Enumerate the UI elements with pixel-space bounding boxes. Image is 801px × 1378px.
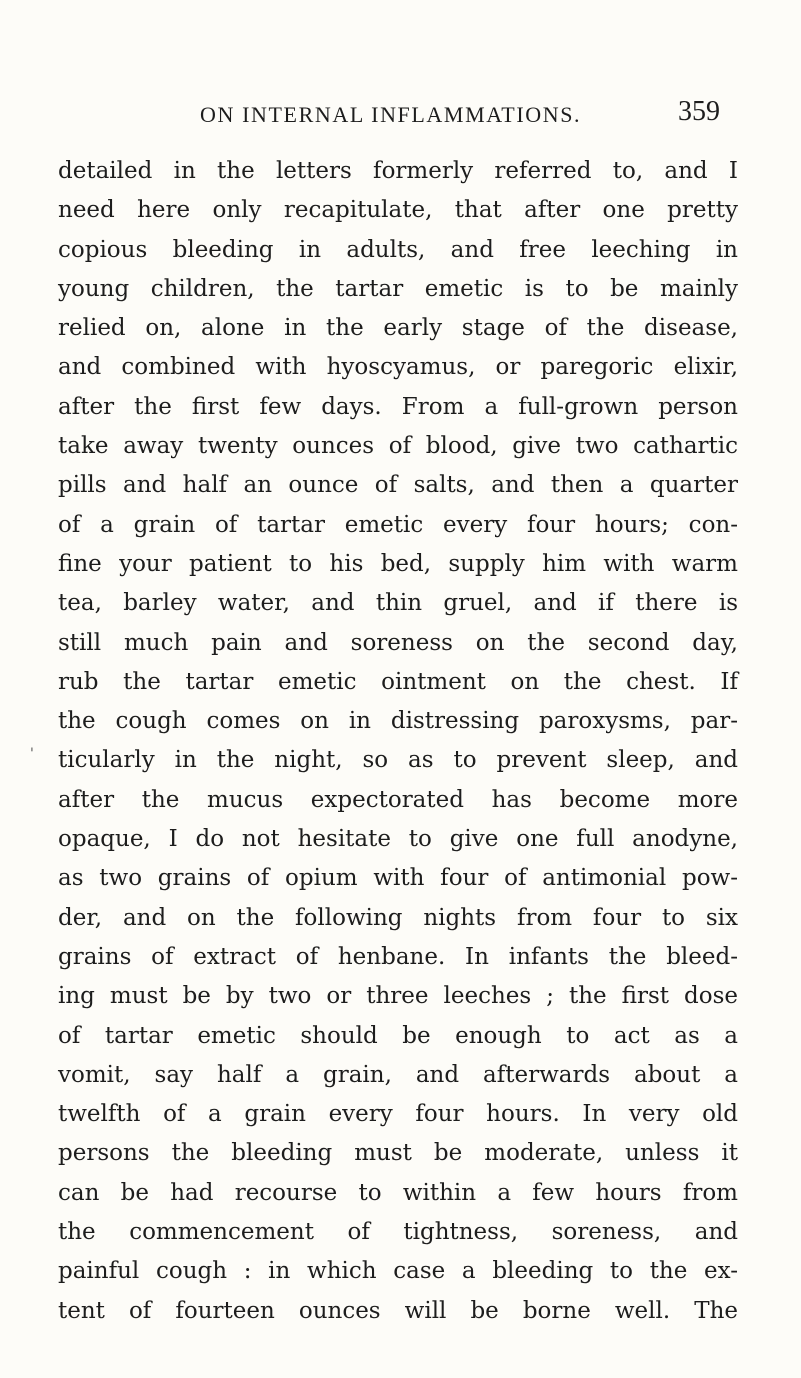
text-line: of tartar emetic should be enough to act as a [58, 1022, 738, 1049]
text-line: pills and half an ounce of salts, and then a quarter [58, 472, 738, 499]
text-line: the commencement of tightness, soreness, and [58, 1219, 738, 1246]
text-line: can be had recourse to within a few hours from [58, 1179, 738, 1206]
text-line: need here only recapitulate, that after one pretty [58, 197, 738, 224]
text-line: after the mucus expectorated has become more [58, 786, 738, 813]
body-text [58, 152, 738, 1331]
text-line: as two grains of opium with four of antimonial pow- [58, 865, 738, 892]
text-line: der, and on the following nights from four to six [58, 904, 738, 931]
text-line: copious bleeding in adults, and free leeching in [58, 236, 738, 263]
text-line: rub the tartar emetic ointment on the chest. If [58, 668, 738, 695]
page-number: 359 [678, 96, 720, 127]
text-line: take away twenty ounces of blood, give two cathartic [58, 433, 738, 460]
text-line: opaque, I do not hesitate to give one full anodyne, [58, 826, 738, 853]
text-line: young children, the tartar emetic is to be mainly [58, 275, 738, 302]
text-line: after the first few days. From a full-grown person [58, 393, 738, 420]
running-title: ON INTERNAL INFLAMMATIONS. [200, 102, 582, 127]
running-head [200, 96, 720, 136]
text-line: ing must be by two or three leeches ; the first dose [58, 983, 738, 1010]
text-line: fine your patient to his bed, supply him with warm [58, 550, 738, 577]
text-line: still much pain and soreness on the second day, [58, 629, 738, 656]
text-line: vomit, say half a grain, and afterwards about a [58, 1061, 738, 1088]
text-line: tea, barley water, and thin gruel, and if there is [58, 590, 738, 617]
text-line-last: tent of fourteen ounces will be borne well. The [58, 1297, 738, 1324]
text-line: twelfth of a grain every four hours. In very old [58, 1101, 738, 1128]
text-line: detailed in the letters formerly referred to, and I [58, 158, 738, 184]
text-line: and combined with hyoscyamus, or paregoric elixir, [58, 354, 738, 381]
text-line: of a grain of tartar emetic every four hours; con- [58, 511, 738, 538]
text-line: persons the bleeding must be moderate, unless it [58, 1140, 738, 1167]
text-line: the cough comes on in distressing paroxysms, par- [58, 708, 738, 735]
stray-mark: ' [30, 746, 34, 762]
text-line: ticularly in the night, so as to prevent sleep, and [58, 747, 738, 774]
text-line: painful cough : in which case a bleeding to the ex- [58, 1258, 738, 1285]
text-line: relied on, alone in the early stage of the disease, [58, 315, 738, 342]
text-line: grains of extract of henbane. In infants the bleed- [58, 943, 738, 970]
